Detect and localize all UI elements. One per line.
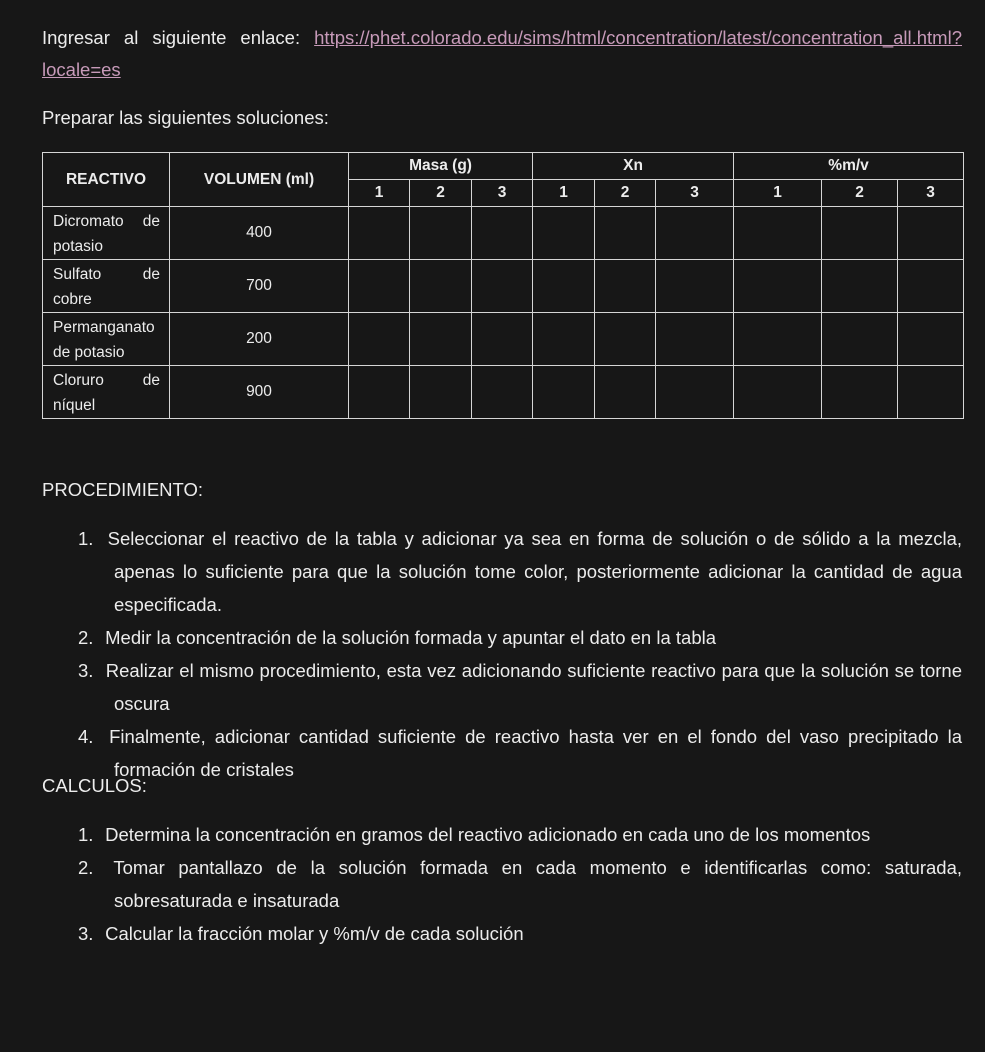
volumen-cell: 200 (170, 313, 349, 366)
header-mv-3: 3 (898, 180, 964, 207)
header-xn-1: 1 (533, 180, 595, 207)
volumen-cell: 900 (170, 366, 349, 419)
empty-cell[interactable] (898, 366, 964, 419)
empty-cell[interactable] (822, 207, 898, 260)
empty-cell[interactable] (822, 260, 898, 313)
step-text: Seleccionar el reactivo de la tabla y adicionar ya sea en forma de solución o de sólido a la mezcla, apenas lo suficiente para que la solución tome color, posteriormente adicionar la cantidad de agua especificada. (107, 528, 962, 615)
empty-cell[interactable] (349, 207, 410, 260)
list-item: 2. Tomar pantallazo de la solución formada en cada momento e identificarlas como: saturada, sobresaturada e insaturada (78, 857, 963, 911)
header-masa-3: 3 (472, 180, 533, 207)
step-text: Medir la concentración de la solución formada y apuntar el dato en la tabla (105, 627, 717, 648)
empty-cell[interactable] (410, 260, 472, 313)
calculos-list (78, 818, 962, 950)
list-item: 4. Finalmente, adicionar cantidad suficiente de reactivo hasta ver en el fondo del vaso precipitado la formación de cristales (78, 726, 962, 780)
empty-cell[interactable] (734, 313, 822, 366)
empty-cell[interactable] (656, 207, 734, 260)
step-text: Calcular la fracción molar y %m/v de cada solución (105, 923, 524, 944)
header-mv-1: 1 (734, 180, 822, 207)
empty-cell[interactable] (349, 260, 410, 313)
header-reactivo: REACTIVO (43, 153, 170, 207)
empty-cell[interactable] (472, 366, 533, 419)
procedimiento-title: PROCEDIMIENTO: (42, 479, 204, 500)
empty-cell[interactable] (822, 313, 898, 366)
table-row (43, 260, 964, 313)
empty-cell[interactable] (822, 366, 898, 419)
table-row (43, 366, 964, 419)
header-masa: Masa (g) (349, 153, 533, 180)
empty-cell[interactable] (349, 366, 410, 419)
procedimiento-list (78, 522, 962, 786)
empty-cell[interactable] (595, 260, 656, 313)
volumen-cell: 700 (170, 260, 349, 313)
list-item: 3. Calcular la fracción molar y %m/v de cada solución (78, 923, 524, 944)
header-mv-2: 2 (822, 180, 898, 207)
list-item: 1. Seleccionar el reactivo de la tabla y adicionar ya sea en forma de solución o de sólido a la mezcla, apenas lo suficiente para que la solución tome color, posteriormente adicionar la cantidad de agua especificada. (78, 528, 962, 615)
phet-simulation-link[interactable]: https://phet.colorado.edu/sims/html/concentration/latest/concentration_all.html?locale=es (42, 27, 962, 80)
reactivo-cell: Cloruro de níquel (43, 366, 170, 419)
empty-cell[interactable] (533, 260, 595, 313)
empty-cell[interactable] (533, 207, 595, 260)
header-mv: %m/v (734, 153, 964, 180)
empty-cell[interactable] (472, 207, 533, 260)
table-row (43, 207, 964, 260)
reactivo-cell: Dicromato de potasio (43, 207, 170, 260)
empty-cell[interactable] (472, 260, 533, 313)
step-text: Finalmente, adicionar cantidad suficiente de reactivo hasta ver en el fondo del vaso precipitado la formación de cristales (109, 726, 962, 780)
empty-cell[interactable] (898, 260, 964, 313)
list-item: 1. Determina la concentración en gramos del reactivo adicionado en cada uno de los momentos (78, 824, 871, 845)
header-xn-3: 3 (656, 180, 734, 207)
intro-text: Ingresar al siguiente enlace: (42, 27, 301, 48)
empty-cell[interactable] (656, 366, 734, 419)
header-masa-2: 2 (410, 180, 472, 207)
empty-cell[interactable] (734, 207, 822, 260)
step-text: Determina la concentración en gramos del reactivo adicionado en cada uno de los momentos (105, 824, 871, 845)
prep-title: Preparar las siguientes soluciones: (42, 107, 329, 128)
list-item: 3. Realizar el mismo procedimiento, esta vez adicionando suficiente reactivo para que la solución se torne oscura (78, 660, 963, 714)
empty-cell[interactable] (595, 366, 656, 419)
empty-cell[interactable] (734, 260, 822, 313)
reactivo-cell: Sulfato de cobre (43, 260, 170, 313)
step-text: Tomar pantallazo de la solución formada en cada momento e identificarlas como: saturada, sobresaturada e insaturada (113, 857, 963, 911)
empty-cell[interactable] (472, 313, 533, 366)
intro-paragraph (42, 22, 962, 86)
header-masa-1: 1 (349, 180, 410, 207)
calculos-title: CALCULOS: (42, 775, 147, 796)
list-item: 2. Medir la concentración de la solución formada y apuntar el dato en la tabla (78, 627, 717, 648)
empty-cell[interactable] (410, 207, 472, 260)
empty-cell[interactable] (898, 207, 964, 260)
step-text: Realizar el mismo procedimiento, esta vez adicionando suficiente reactivo para que la solución se torne oscura (105, 660, 963, 714)
solutions-table (42, 152, 964, 419)
empty-cell[interactable] (898, 313, 964, 366)
empty-cell[interactable] (734, 366, 822, 419)
empty-cell[interactable] (410, 313, 472, 366)
reactivo-cell: Permanganato de potasio (43, 313, 170, 366)
empty-cell[interactable] (533, 313, 595, 366)
empty-cell[interactable] (656, 313, 734, 366)
empty-cell[interactable] (349, 313, 410, 366)
volumen-cell: 400 (170, 207, 349, 260)
empty-cell[interactable] (410, 366, 472, 419)
empty-cell[interactable] (533, 366, 595, 419)
empty-cell[interactable] (595, 207, 656, 260)
empty-cell[interactable] (595, 313, 656, 366)
header-xn: Xn (533, 153, 734, 180)
header-xn-2: 2 (595, 180, 656, 207)
empty-cell[interactable] (656, 260, 734, 313)
header-volumen: VOLUMEN (ml) (170, 153, 349, 207)
table-row (43, 313, 964, 366)
